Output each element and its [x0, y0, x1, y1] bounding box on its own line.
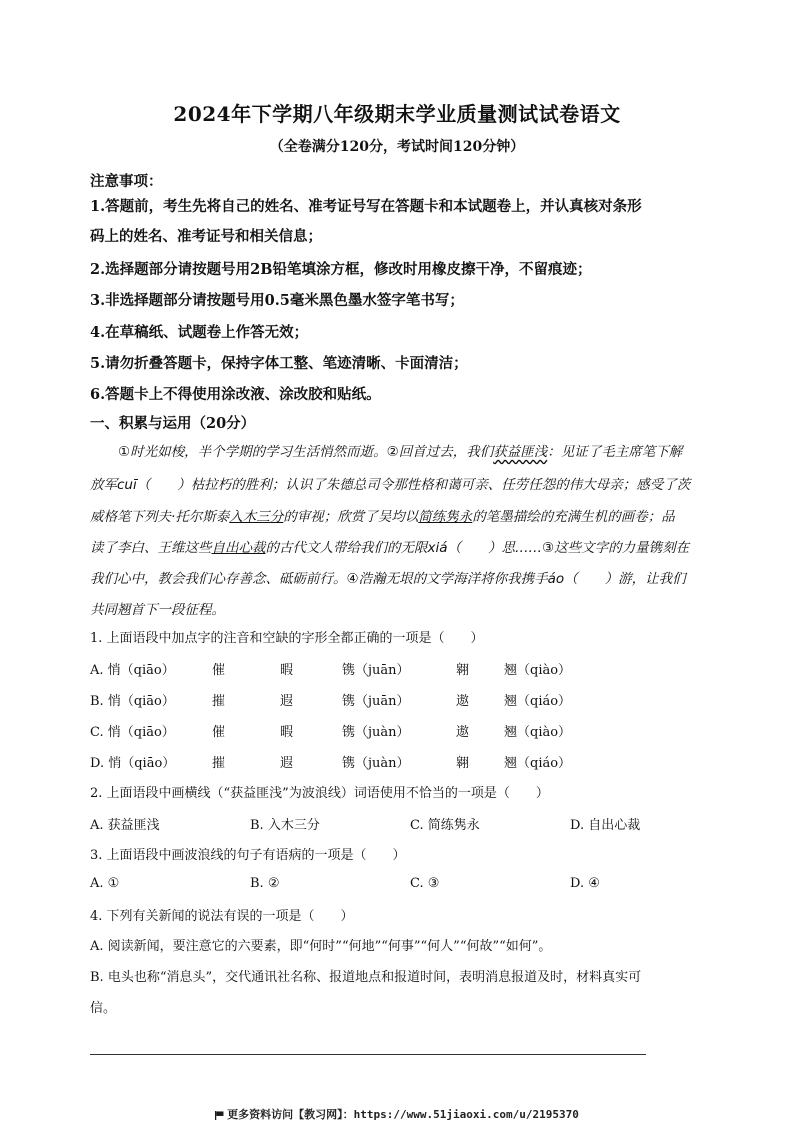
q1-option-b[interactable] — [90, 690, 710, 712]
question-3-stem: 3. 上面语段中画波浪线的句子有语病的一项是（ ） — [90, 848, 406, 863]
option-text: 遨 — [456, 725, 470, 740]
question-2-stem: 2. 上面语段中画横线（“获益匪浅”为波浪线）词语使用不恰当的一项是（ ） — [90, 786, 549, 801]
passage-line — [90, 533, 710, 564]
option-text: 摧 — [212, 756, 226, 771]
option-text: 翱 — [456, 756, 470, 771]
notice-line: 4.在草稿纸、试题卷上作答无效； — [90, 324, 309, 341]
passage-line — [90, 502, 710, 533]
q2-option-b[interactable]: B. 入木三分 — [250, 818, 320, 833]
notice-line: 码上的姓名、准考证号和相关信息； — [90, 228, 322, 245]
passage-text: ：见证了毛主席笔下解 — [547, 444, 683, 460]
q2-option-d[interactable]: D. 自出心裁 — [570, 818, 641, 833]
q4-option-a[interactable]: A. 阅读新闻，要注意它的六要素，即“何时”“何地”“何事”“何人”“何故”“如何”。 — [90, 939, 552, 954]
passage-text: 的审视；欣赏了吴均以 — [283, 509, 419, 525]
passage-text: 的笔墨描绘的充满生机的画卷；品 — [472, 509, 675, 525]
notice-line: 1.答题前，考生先将自己的姓名、准考证号写在答题卡和本试题卷上，并认真核对条形 — [90, 198, 642, 215]
wavy-phrase: 获益匪浅 — [493, 444, 548, 460]
option-text: 镌（juàn） — [342, 725, 410, 740]
notice-line: 3.非选择题部分请按题号用0.5毫米黑色墨水签字笔书写； — [90, 292, 464, 309]
option-text: D. 悄（qiāo） — [90, 756, 176, 771]
option-text: 遐 — [280, 756, 294, 771]
q4-option-b[interactable]: B. 电头也称“消息头”，交代通讯社名称、报道地点和报道时间，表明消息报道及时，材料真实可 — [90, 970, 642, 985]
notice-line: 5.请勿折叠答题卡，保持字体工整、笔迹清晰、卡面清洁； — [90, 355, 468, 372]
passage-text: 的古代文人带给我们的无限xiá（ ）思……③这些文字的力量镌刻在 — [265, 540, 690, 556]
passage-text: 读了李白、王维这些 — [90, 540, 212, 556]
option-text: 摧 — [212, 694, 226, 709]
passage-line: 共同翘首下一段征程。 — [90, 602, 225, 618]
option-text: 暇 — [280, 663, 294, 678]
option-text: 遐 — [280, 694, 294, 709]
option-text: 催 — [212, 725, 226, 740]
flag-icon — [215, 1111, 224, 1120]
option-text: 翘（qiáo） — [504, 756, 572, 771]
exam-subtitle: （全卷满分120分，考试时间120分钟） — [269, 139, 525, 155]
q1-option-d[interactable] — [90, 752, 710, 774]
q2-option-a[interactable]: A. 获益匪浅 — [90, 818, 160, 833]
option-text: 翘（qiào） — [504, 663, 572, 678]
footer — [0, 1106, 794, 1122]
q3-option-c[interactable]: C. ③ — [410, 876, 440, 891]
option-text: 镌（juān） — [342, 694, 410, 709]
notice-line: 6.答题卡上不得使用涂改液、涂改胶和贴纸。 — [90, 386, 381, 403]
question-4-stem: 4. 下列有关新闻的说法有误的一项是（ ） — [90, 909, 354, 924]
passage-line: 放军cuī（ ）枯拉朽的胜利；认识了朱德总司令那性格和蔼可亲、任劳任怨的伟大母亲；感受了茨 — [90, 477, 691, 493]
q1-option-c[interactable] — [90, 721, 710, 743]
option-text: 催 — [212, 663, 226, 678]
option-text: B. 悄（qiāo） — [90, 694, 175, 709]
passage-text: ①时光如梭，半个学期的学习生活悄然而逝。②回首过去，我们 — [118, 444, 494, 460]
passage-text: 威格笔下列夫·托尔斯泰 — [90, 509, 230, 525]
passage-line — [118, 437, 738, 468]
notice-line: 2.选择题部分请按题号用2B铅笔填涂方框，修改时用橡皮擦干净，不留痕迹； — [90, 261, 592, 278]
bottom-divider — [90, 1054, 646, 1055]
q3-option-a[interactable]: A. ① — [90, 876, 120, 891]
option-text: C. 悄（qiāo） — [90, 725, 175, 740]
option-text: 翱 — [456, 663, 470, 678]
q1-option-a[interactable] — [90, 659, 710, 681]
q3-option-b[interactable]: B. ② — [250, 876, 280, 891]
q3-options — [90, 876, 710, 898]
option-text: 暇 — [280, 725, 294, 740]
option-text: 镌（juàn） — [342, 756, 410, 771]
question-1-stem: 1. 上面语段中加点字的注音和空缺的字形全都正确的一项是（ ） — [90, 631, 484, 646]
option-text: 翘（qiào） — [504, 725, 572, 740]
option-text: 镌（juān） — [342, 663, 410, 678]
q4-option-b-cont: 信。 — [90, 1001, 117, 1016]
section-heading: 一、积累与运用（20分） — [90, 415, 256, 432]
passage-line: 我们心中，教会我们心存善念、砥砺前行。④浩瀚无垠的文学海洋将你我携手áo（ ）游，让我们 — [90, 571, 686, 587]
exam-title: 2024年下学期八年级期末学业质量测试试卷语文 — [173, 102, 621, 126]
option-text: A. 悄（qiāo） — [90, 663, 175, 678]
underlined-phrase: 自出心裁 — [211, 540, 266, 556]
q2-options — [90, 814, 710, 836]
q2-option-c[interactable]: C. 简练隽永 — [410, 818, 480, 833]
underlined-phrase: 入木三分 — [229, 509, 284, 525]
notice-heading: 注意事项： — [90, 173, 163, 190]
q3-option-d[interactable]: D. ④ — [570, 876, 600, 891]
footer-link[interactable]: 更多资料访问【教习网】：https://www.51jiaoxi.com/u/2195370 — [227, 1108, 579, 1121]
option-text: 遨 — [456, 694, 470, 709]
underlined-phrase: 简练隽永 — [418, 509, 473, 525]
option-text: 翘（qiáo） — [504, 694, 572, 709]
